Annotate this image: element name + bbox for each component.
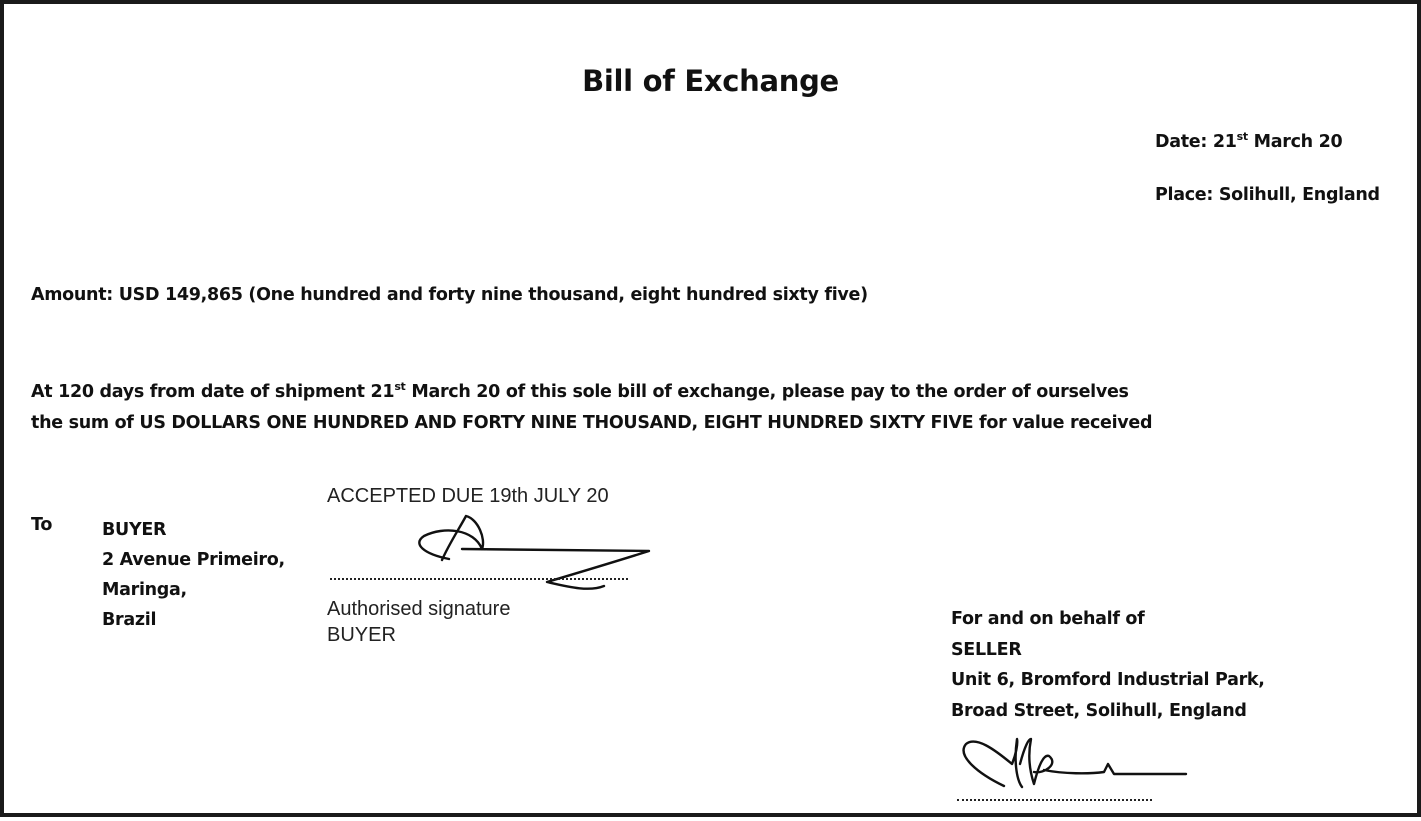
issue-date-ordinal: st xyxy=(1236,130,1248,143)
authorised-signature-label: Authorised signature xyxy=(327,598,511,620)
drawer-address-line-1: Unit 6, Bromford Industrial Park, xyxy=(951,670,1265,690)
acceptor-name: BUYER xyxy=(327,624,396,646)
drawee-city: Maringa, xyxy=(102,580,187,600)
issue-date-month: March 20 xyxy=(1247,132,1343,152)
drawee-street: 2 Avenue Primeiro, xyxy=(102,550,285,570)
instruction-part-2: March 20 of this sole bill of exchange, please pay to the order of ourselves xyxy=(405,382,1129,402)
to-label: To xyxy=(31,515,53,535)
drawee-country: Brazil xyxy=(102,610,157,630)
seller-signature-line xyxy=(957,799,1152,801)
drawer-address-line-2: Broad Street, Solihull, England xyxy=(951,700,1247,721)
amount-line: Amount: USD 149,865 (One hundred and forty nine thousand, eight hundred sixty five) xyxy=(31,285,868,305)
drawer-name: SELLER xyxy=(951,639,1022,660)
payment-instruction-line-2: the sum of US DOLLARS ONE HUNDRED AND FORTY NINE THOUSAND, EIGHT HUNDRED SIXTY FIVE for value received xyxy=(31,413,1153,433)
drawee-name: BUYER xyxy=(102,520,167,540)
seller-signature xyxy=(4,4,1421,821)
issue-date-day: Date: 21 xyxy=(1155,132,1237,152)
drawer-on-behalf: For and on behalf of xyxy=(951,609,1145,629)
issue-place: Place: Solihull, England xyxy=(1155,185,1380,205)
document-title: Bill of Exchange xyxy=(582,64,839,98)
acceptance-stamp: ACCEPTED DUE 19th JULY 20 xyxy=(327,485,609,507)
instruction-part-1: At 120 days from date of shipment 21 xyxy=(31,382,395,402)
instruction-ordinal: st xyxy=(394,380,406,393)
